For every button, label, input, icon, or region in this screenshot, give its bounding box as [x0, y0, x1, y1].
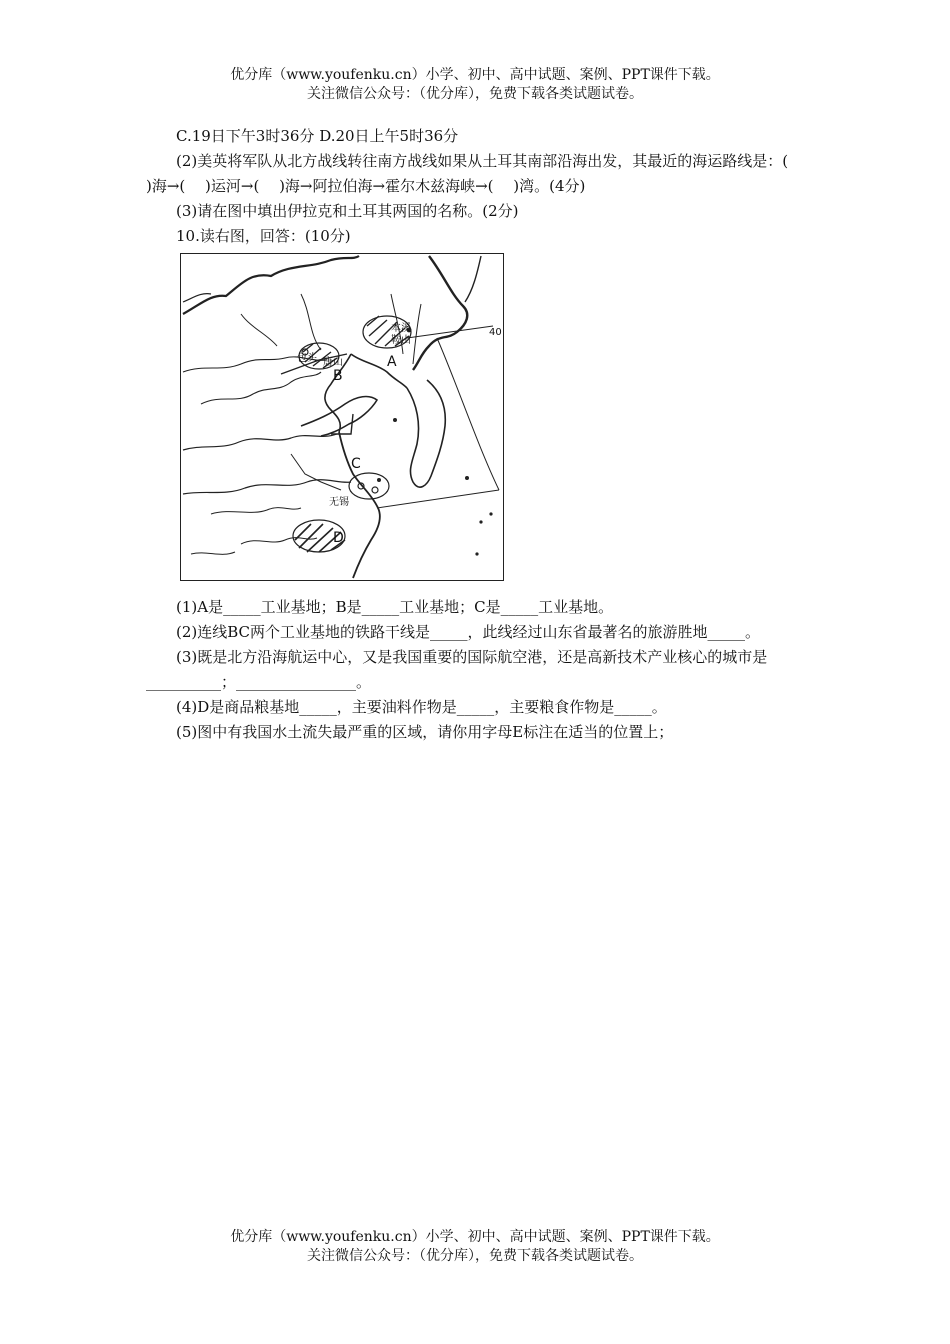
question-10-4: (4)D是商品粮基地_____，主要油料作物是_____，主要粮食作物是_____。	[176, 698, 667, 716]
city-tangshan: 唐山	[323, 357, 343, 368]
map-label-d: D	[333, 530, 344, 546]
document-body	[146, 124, 808, 745]
question-10-3: (3)既是北方沿海航运中心，又是我国重要的国际航空港，还是高新技术产业核心的城市是__________；________________。	[146, 648, 768, 691]
map-label-c: C	[351, 456, 361, 472]
footer-line-2: 关注微信公众号：（优分库），免费下载各类试题试卷。	[307, 1248, 643, 1264]
city-baotou: 包头	[297, 353, 317, 364]
map-label-b: B	[333, 368, 343, 384]
city-anshan: 鞍山	[391, 335, 411, 346]
option-c-d: C.19日下午3时36分 D.20日上午5时36分	[176, 127, 459, 145]
question-10-5: (5)图中有我国水土流失最严重的区域，请你用字母E标注在适当的位置上；	[176, 723, 674, 741]
footer-line-1: 优分库（www.youfenku.cn）小学、初中、高中试题、案例、PPT课件下载。	[230, 1229, 720, 1245]
header-line-2: 关注微信公众号：（优分库），免费下载各类试题试卷。	[307, 86, 643, 102]
question-10-2: (2)连线BC两个工业基地的铁路干线是_____，此线经过山东省最著名的旅游胜地_____。	[176, 623, 761, 641]
page-footer	[0, 1228, 950, 1266]
latitude-label-40: 40	[489, 327, 502, 338]
page-header	[0, 66, 950, 104]
map-figure	[180, 253, 504, 581]
city-wuxi: 无锡	[329, 497, 349, 508]
question-10-1: (1)A是_____工业基地；B是_____工业基地；C是_____工业基地。	[176, 598, 614, 616]
question-9-2: (2)美英将军队从北方战线转往南方战线如果从土耳其南部沿海出发，其最近的海运路线是：( )海→( )运河→( )海→阿拉伯海→霍尔木兹海峡→( )湾。(4分)	[146, 152, 808, 195]
header-line-1: 优分库（www.youfenku.cn）小学、初中、高中试题、案例、PPT课件下载。	[230, 67, 720, 83]
question-9-3: (3)请在图中填出伊拉克和土耳其两国的名称。(2分)	[176, 202, 519, 220]
question-10-title: 10.读右图，回答：(10分)	[176, 227, 351, 245]
map-label-a: A	[387, 354, 397, 370]
city-benxi: 本溪	[391, 323, 411, 334]
